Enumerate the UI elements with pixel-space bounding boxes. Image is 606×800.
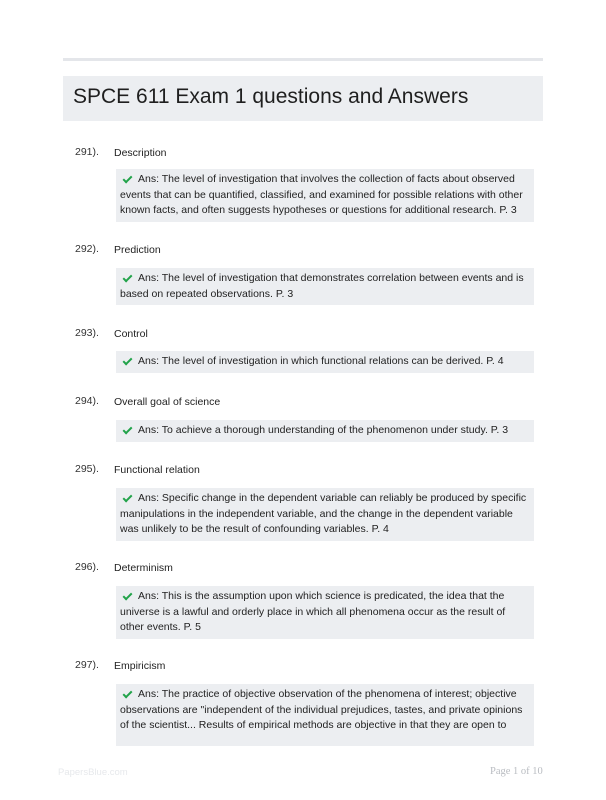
- check-icon: [123, 173, 133, 183]
- question-number: 295).: [75, 463, 99, 475]
- answer-text: Ans: Specific change in the dependent variable can reliably be produced by specific manipulations in the independent variable, and the change in the dependent variable was unlikely to be the result of confounding variables. P. 4: [120, 492, 527, 535]
- check-icon: [123, 355, 133, 365]
- check-icon: [123, 424, 133, 434]
- answer-box: [116, 420, 534, 442]
- top-divider: [63, 58, 543, 61]
- question-number: 294).: [75, 395, 99, 407]
- check-icon: [123, 272, 133, 282]
- answer-text: Ans: To achieve a thorough understanding of the phenomenon under study. P. 3: [138, 424, 509, 436]
- answer-box: [116, 684, 534, 746]
- question-term: Control: [114, 328, 148, 340]
- question-number: 293).: [75, 327, 99, 339]
- question-term: Description: [114, 147, 167, 159]
- answer-text: Ans: The practice of objective observation of the phenomena of interest; objective observations are "independent of the individual prejudices, tastes, and private opinions of the scientist... Results of empirical methods are objective in that they are open to: [120, 688, 523, 731]
- question-number: 291).: [75, 146, 99, 158]
- answer-box: [116, 488, 534, 541]
- page-title: SPCE 611 Exam 1 questions and Answers: [73, 85, 469, 108]
- page-indicator: Page 1 of 10: [490, 766, 543, 777]
- question-number: 292).: [75, 243, 99, 255]
- answer-text: Ans: The level of investigation that involves the collection of facts about observed events that can be quantified, classified, and examined for possible relations with other known facts, and often suggests hypotheses or questions for additional research. P. 3: [120, 173, 523, 216]
- check-icon: [123, 688, 133, 698]
- check-icon: [123, 492, 133, 502]
- footer-watermark: PapersBlue.com: [58, 767, 128, 778]
- question-term: Empiricism: [114, 660, 166, 672]
- answer-text: Ans: The level of investigation in which functional relations can be derived. P. 4: [138, 355, 504, 367]
- question-term: Determinism: [114, 562, 173, 574]
- question-number: 297).: [75, 659, 99, 671]
- answer-box: [116, 586, 534, 639]
- question-term: Overall goal of science: [114, 396, 221, 408]
- question-number: 296).: [75, 561, 99, 573]
- answer-text: Ans: This is the assumption upon which science is predicated, the idea that the universe is a lawful and orderly place in which all phenomena occur as the result of other events. P. 5: [120, 590, 506, 633]
- answer-box: [116, 351, 534, 373]
- question-term: Prediction: [114, 244, 161, 256]
- question-term: Functional relation: [114, 464, 200, 476]
- answer-text: Ans: The level of investigation that demonstrates correlation between events and is based on repeated observations. P. 3: [120, 272, 524, 300]
- answer-box: [116, 268, 534, 305]
- answer-box: [116, 169, 534, 222]
- title-banner: [63, 76, 543, 121]
- check-icon: [123, 590, 133, 600]
